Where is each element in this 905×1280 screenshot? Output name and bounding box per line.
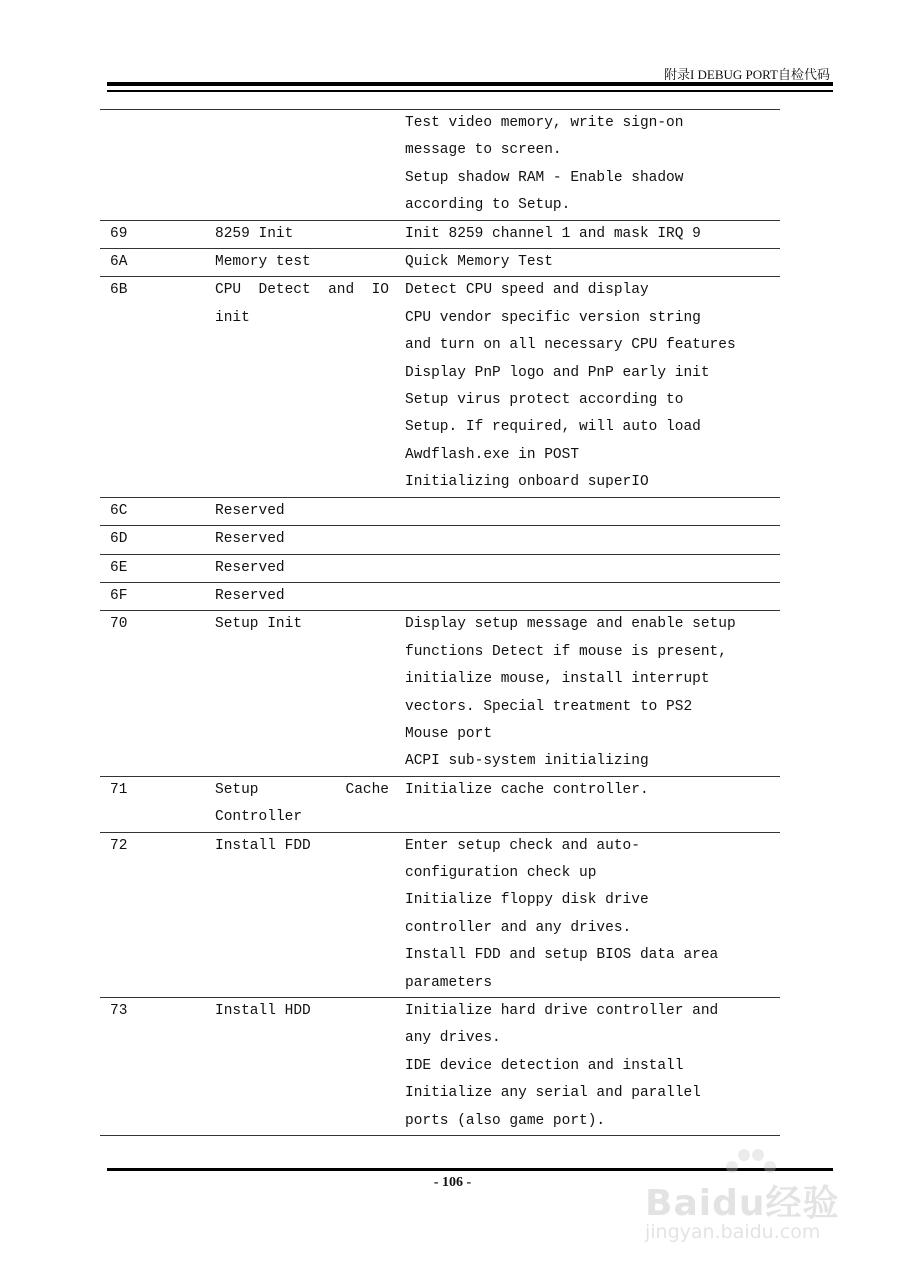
description-line: Setup shadow RAM - Enable shadow <box>405 169 684 186</box>
description-cell <box>395 832 780 997</box>
description-line: parameters <box>405 974 493 991</box>
description-line: Display setup message and enable setup <box>405 616 736 633</box>
table-row <box>100 277 780 497</box>
description-line: Initialize hard drive controller and <box>405 1003 719 1019</box>
code-cell <box>100 554 205 582</box>
table-row <box>100 611 780 776</box>
table-row <box>100 497 780 525</box>
description-line: Initialize any serial and parallel <box>405 1085 701 1102</box>
table-row <box>100 554 780 582</box>
code-value: 6B <box>110 282 128 299</box>
header-rule-thick <box>107 82 833 86</box>
code-value: 6C <box>110 502 128 519</box>
description-line: and turn on all necessary CPU features <box>405 337 736 354</box>
code-value: 6F <box>110 587 128 604</box>
code-cell <box>100 611 205 776</box>
name-line: Install FDD <box>215 837 311 854</box>
description-cell <box>395 110 780 221</box>
description-line: Initialize cache controller. <box>405 781 649 798</box>
table-row <box>100 526 780 554</box>
description-line: any drives. <box>405 1030 501 1047</box>
description-cell <box>395 776 780 832</box>
name-cell <box>205 497 395 525</box>
code-value: 72 <box>110 837 128 854</box>
watermark-site: jingyan.baidu.com <box>645 1221 821 1243</box>
code-cell <box>100 526 205 554</box>
description-line: Install FDD and setup BIOS data area <box>405 947 719 964</box>
description-cell <box>395 554 780 582</box>
description-line: Initializing onboard superIO <box>405 474 649 491</box>
name-cell <box>205 220 395 248</box>
description-cell <box>395 249 780 277</box>
page-number: - 106 - <box>433 1175 472 1190</box>
description-line: Detect CPU speed and display <box>405 282 649 299</box>
name-line: Setup Init <box>215 616 303 633</box>
description-line: CPU vendor specific version string <box>405 309 701 326</box>
description-cell <box>395 497 780 525</box>
watermark-brand: Baidu经验 <box>645 1183 840 1224</box>
name-cell <box>205 832 395 997</box>
name-cell <box>205 582 395 610</box>
description-line: Enter setup check and auto- <box>405 837 640 854</box>
code-value: 73 <box>110 1003 128 1019</box>
description-cell <box>395 220 780 248</box>
description-line: ports (also game port). <box>405 1112 606 1129</box>
name-cell <box>205 110 395 221</box>
code-cell <box>100 776 205 832</box>
name-cell <box>205 611 395 776</box>
name-line: Install HDD <box>215 1003 311 1019</box>
description-line: Initialize floppy disk drive <box>405 892 649 909</box>
table-row <box>100 582 780 610</box>
table-row <box>100 249 780 277</box>
code-value: 6A <box>110 254 128 271</box>
description-line: configuration check up <box>405 864 597 881</box>
name-line: 8259 Init <box>215 225 294 242</box>
description-line: Display PnP logo and PnP early init <box>405 364 710 381</box>
description-cell <box>395 582 780 610</box>
description-line: Mouse port <box>405 725 493 742</box>
description-line: vectors. Special treatment to PS2 <box>405 698 693 715</box>
code-cell <box>100 277 205 497</box>
name-line: Reserved <box>215 587 285 604</box>
code-cell <box>100 998 205 1136</box>
table-row <box>100 776 780 832</box>
description-line: according to Setup. <box>405 197 571 214</box>
name-line: Memory test <box>215 254 311 271</box>
description-line: Awdflash.exe in POST <box>405 446 580 463</box>
code-value: 69 <box>110 225 128 242</box>
table-row <box>100 832 780 997</box>
description-line: initialize mouse, install interrupt <box>405 671 710 688</box>
code-value <box>110 110 205 137</box>
name-cell <box>205 249 395 277</box>
code-cell <box>100 110 205 221</box>
name-line: Controller <box>215 809 303 826</box>
description-line: Setup virus protect according to <box>405 392 684 409</box>
debug-code-table <box>100 109 780 1136</box>
description-line: functions Detect if mouse is present, <box>405 643 727 660</box>
name-line: init <box>215 309 250 326</box>
description-line: ACPI sub-system initializing <box>405 753 649 770</box>
description-line: message to screen. <box>405 142 562 159</box>
code-cell <box>100 249 205 277</box>
code-cell <box>100 220 205 248</box>
description-line: Test video memory, write sign-on <box>405 115 684 131</box>
table-row <box>100 220 780 248</box>
description-cell <box>395 611 780 776</box>
code-value: 6D <box>110 531 128 548</box>
code-cell <box>100 832 205 997</box>
code-value: 6E <box>110 559 128 576</box>
name-cell <box>205 776 395 832</box>
name-cell <box>205 554 395 582</box>
table-row <box>100 110 780 221</box>
description-line: IDE device detection and install <box>405 1057 684 1074</box>
description-cell <box>395 277 780 497</box>
page-header-title: 附录I DEBUG PORT自检代码 <box>663 67 830 82</box>
code-cell <box>100 582 205 610</box>
description-line: controller and any drives. <box>405 919 632 936</box>
name-line: Setup Cache <box>215 781 389 798</box>
name-line: Reserved <box>215 531 285 548</box>
name-cell <box>205 526 395 554</box>
name-line: Reserved <box>215 502 285 519</box>
header-rule-thin <box>107 90 833 92</box>
name-line: CPU Detect and IO <box>215 282 389 299</box>
description-line: Init 8259 channel 1 and mask IRQ 9 <box>405 225 701 242</box>
table-row <box>100 998 780 1136</box>
code-value: 70 <box>110 616 128 633</box>
description-cell <box>395 526 780 554</box>
watermark <box>640 1145 860 1255</box>
name-cell <box>205 998 395 1136</box>
code-cell <box>100 497 205 525</box>
code-value: 71 <box>110 781 128 798</box>
description-line: Setup. If required, will auto load <box>405 419 701 436</box>
name-cell <box>205 277 395 497</box>
description-cell <box>395 998 780 1136</box>
name-line: Reserved <box>215 559 285 576</box>
description-line: Quick Memory Test <box>405 254 553 271</box>
